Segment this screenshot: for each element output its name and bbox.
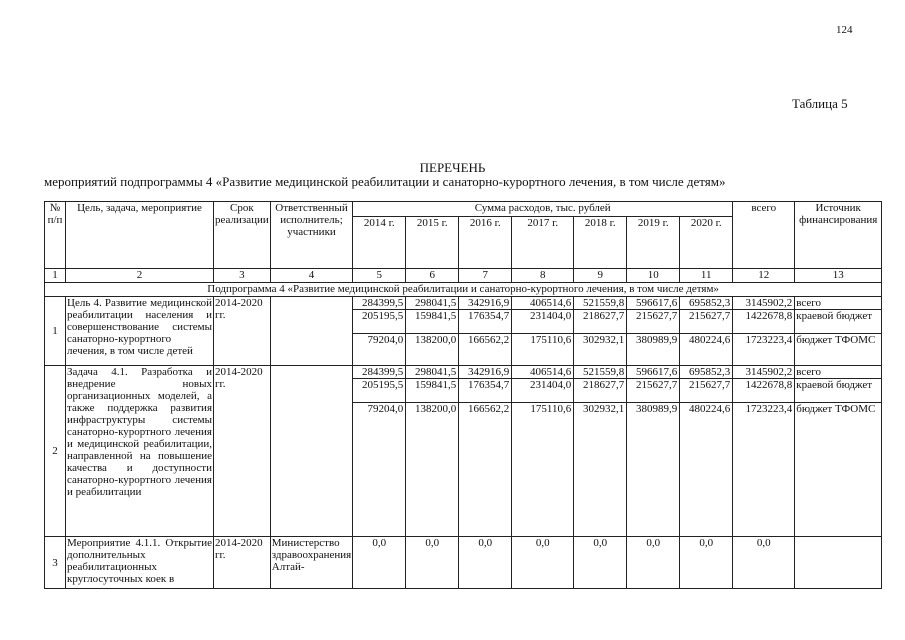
value-cell: 215627,7 — [627, 310, 680, 334]
value-cell: 342916,9 — [459, 366, 512, 379]
value-cell: 695852,3 — [680, 297, 733, 310]
value-cell: 159841,5 — [406, 310, 459, 334]
value-cell: 0,0 — [627, 537, 680, 589]
header-total: всего — [733, 202, 795, 269]
value-cell: 521559,8 — [574, 297, 627, 310]
value-cell: 79204,0 — [353, 334, 406, 366]
subprogram-row: Подпрограмма 4 «Развитие медицинской реабилитации и санаторно-курортного лечения, в том числе детям» — [45, 283, 882, 297]
header-goal: Цель, задача, мероприятие — [66, 202, 214, 269]
row-term: 2014-2020 гг. — [214, 366, 271, 537]
row-term: 2014-2020 гг. — [214, 537, 271, 589]
value-cell: 166562,2 — [459, 403, 512, 537]
value-cell: 159841,5 — [406, 379, 459, 403]
header-term: Срок реализации — [214, 202, 271, 269]
header-num: № п/п — [45, 202, 66, 269]
col-number: 13 — [795, 269, 882, 283]
value-cell: 596617,6 — [627, 297, 680, 310]
header-year: 2016 г. — [459, 217, 512, 269]
value-cell: 480224,6 — [680, 403, 733, 537]
source-cell: краевой бюджет — [795, 310, 882, 334]
value-cell: 342916,9 — [459, 297, 512, 310]
value-cell: 176354,7 — [459, 310, 512, 334]
expenses-table — [44, 201, 882, 589]
value-cell: 521559,8 — [574, 366, 627, 379]
header-executor: Ответственный исполнитель; участники — [270, 202, 352, 269]
value-cell: 406514,6 — [512, 297, 574, 310]
header-year: 2019 г. — [627, 217, 680, 269]
total-cell: 1723223,4 — [733, 403, 795, 537]
value-cell: 0,0 — [353, 537, 406, 589]
header-year: 2018 г. — [574, 217, 627, 269]
table-label: Таблица 5 — [792, 96, 848, 111]
header-year: 2015 г. — [406, 217, 459, 269]
row-executor: Министерство здравоохранения Алтай- — [270, 537, 352, 589]
value-cell: 0,0 — [459, 537, 512, 589]
value-cell: 205195,5 — [353, 310, 406, 334]
value-cell: 138200,0 — [406, 403, 459, 537]
value-cell: 695852,3 — [680, 366, 733, 379]
row-num: 3 — [45, 537, 66, 589]
col-number: 1 — [45, 269, 66, 283]
row-executor — [270, 366, 352, 537]
col-number: 8 — [512, 269, 574, 283]
row-term: 2014-2020 гг. — [214, 297, 271, 366]
source-cell: бюджет ТФОМС — [795, 334, 882, 366]
value-cell: 215627,7 — [680, 310, 733, 334]
value-cell: 284399,5 — [353, 297, 406, 310]
value-cell: 79204,0 — [353, 403, 406, 537]
value-cell: 0,0 — [406, 537, 459, 589]
value-cell: 380989,9 — [627, 403, 680, 537]
total-cell: 1422678,8 — [733, 310, 795, 334]
col-number: 11 — [680, 269, 733, 283]
col-number: 3 — [214, 269, 271, 283]
document-subtitle: мероприятий подпрограммы 4 «Развитие медицинской реабилитации и санаторно-курортного лечения, в том числе детям» — [44, 174, 726, 189]
total-cell: 0,0 — [733, 537, 795, 589]
value-cell: 231404,0 — [512, 379, 574, 403]
col-number: 5 — [353, 269, 406, 283]
total-cell: 3145902,2 — [733, 366, 795, 379]
col-number: 6 — [406, 269, 459, 283]
value-cell: 596617,6 — [627, 366, 680, 379]
document-title: ПЕРЕЧЕНЬ — [419, 160, 486, 175]
total-cell: 1723223,4 — [733, 334, 795, 366]
value-cell: 406514,6 — [512, 366, 574, 379]
row-executor — [270, 297, 352, 366]
col-number: 4 — [270, 269, 352, 283]
row-text: Цель 4. Развитие медицинской реабилитации населения и совершенствование системы санаторно-курортного лечения, в том числе детей — [66, 297, 214, 366]
value-cell: 218627,7 — [574, 310, 627, 334]
header-year: 2017 г. — [512, 217, 574, 269]
header-year: 2014 г. — [353, 217, 406, 269]
value-cell: 480224,6 — [680, 334, 733, 366]
value-cell: 175110,6 — [512, 403, 574, 537]
col-number: 12 — [733, 269, 795, 283]
source-cell — [795, 537, 882, 589]
col-number: 7 — [459, 269, 512, 283]
total-cell: 1422678,8 — [733, 379, 795, 403]
value-cell: 215627,7 — [680, 379, 733, 403]
value-cell: 138200,0 — [406, 334, 459, 366]
source-cell: всего — [795, 366, 882, 379]
value-cell: 0,0 — [512, 537, 574, 589]
value-cell: 0,0 — [574, 537, 627, 589]
value-cell: 298041,5 — [406, 366, 459, 379]
value-cell: 231404,0 — [512, 310, 574, 334]
value-cell: 175110,6 — [512, 334, 574, 366]
total-cell: 3145902,2 — [733, 297, 795, 310]
value-cell: 380989,9 — [627, 334, 680, 366]
value-cell: 298041,5 — [406, 297, 459, 310]
header-source: Источник финансирования — [795, 202, 882, 269]
value-cell: 205195,5 — [353, 379, 406, 403]
value-cell: 284399,5 — [353, 366, 406, 379]
row-num: 1 — [45, 297, 66, 366]
value-cell: 302932,1 — [574, 334, 627, 366]
col-number: 10 — [627, 269, 680, 283]
row-text: Задача 4.1. Разработка и внедрение новых организационных моделей, а также поддержка развития инфраструктуры системы санаторно-курортного лечения и медицинской реабилитации, направленной на повышение качества и доступности санаторно-курортного лечения и реабилитации — [66, 366, 214, 537]
header-sum: Сумма расходов, тыс. рублей — [353, 202, 733, 217]
value-cell: 0,0 — [680, 537, 733, 589]
page-number: 124 — [836, 24, 853, 36]
value-cell: 215627,7 — [627, 379, 680, 403]
value-cell: 218627,7 — [574, 379, 627, 403]
header-year: 2020 г. — [680, 217, 733, 269]
source-cell: всего — [795, 297, 882, 310]
value-cell: 176354,7 — [459, 379, 512, 403]
col-number: 2 — [66, 269, 214, 283]
row-num: 2 — [45, 366, 66, 537]
source-cell: бюджет ТФОМС — [795, 403, 882, 537]
row-text: Мероприятие 4.1.1. Открытие дополнительных реабилитационных круглосуточных коек в — [66, 537, 214, 589]
value-cell: 166562,2 — [459, 334, 512, 366]
source-cell: краевой бюджет — [795, 379, 882, 403]
value-cell: 302932,1 — [574, 403, 627, 537]
col-number: 9 — [574, 269, 627, 283]
